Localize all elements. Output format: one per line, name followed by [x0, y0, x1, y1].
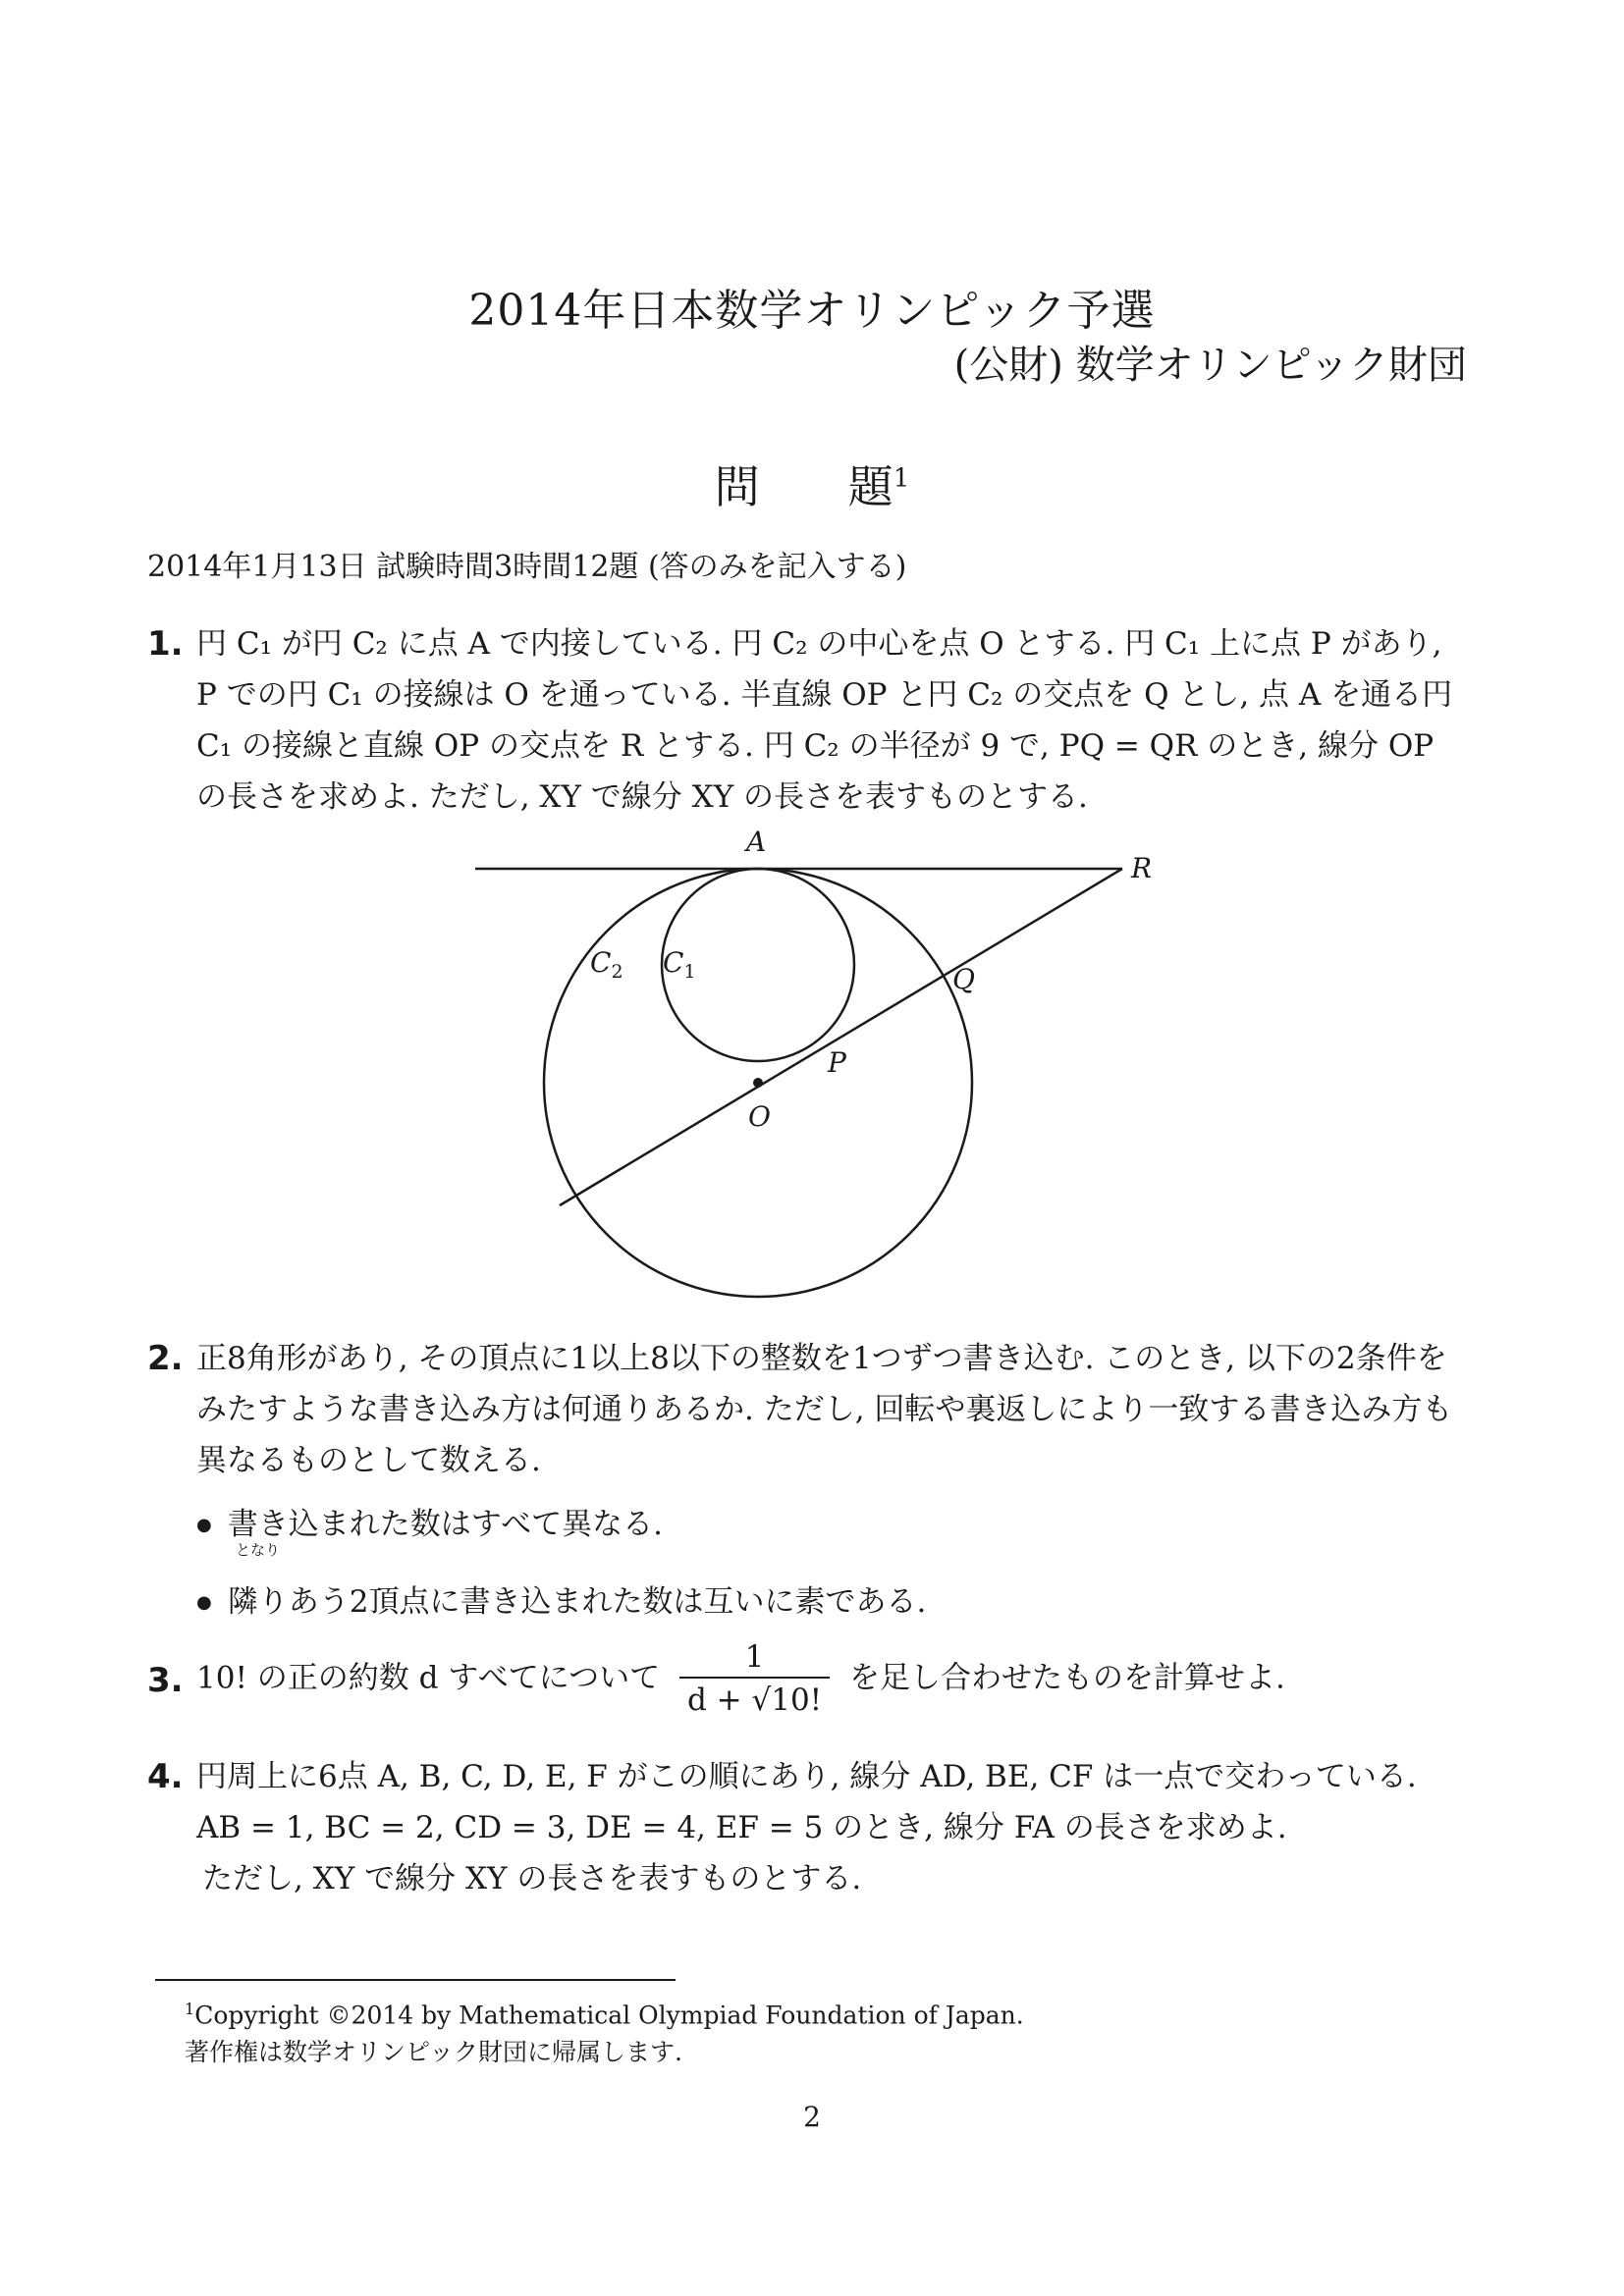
- section-title-b: 題: [847, 460, 893, 513]
- label-Q: Q: [952, 963, 975, 995]
- label-A: A: [746, 826, 767, 858]
- problem-4: [147, 1751, 1453, 1904]
- fraction: [679, 1637, 830, 1722]
- ruby-annotation: となり: [236, 1541, 281, 1559]
- page-number: 2: [803, 2101, 821, 2133]
- problem-text: [196, 1637, 1453, 1722]
- footnote-line-1: [185, 1991, 1024, 2034]
- problem-line-1: 円周上に6点 A, B, C, D, E, F がこの順にあり, 線分 AD, BE, CF は一点で交わっている.: [196, 1759, 1417, 1794]
- label-C2: $C_2$: [590, 946, 623, 983]
- organization-name: (公財) 数学オリンピック財団: [953, 343, 1467, 388]
- condition-item: ● 隣りあう2頂点に書き込まれた数は互いに素である.: [196, 1566, 926, 1643]
- problem-2: [147, 1333, 1453, 1486]
- problem-3: [147, 1637, 1453, 1722]
- section-title-a: 問: [714, 460, 760, 513]
- footnote-divider: [155, 1979, 676, 1981]
- problem-line-3: ただし, XY で線分 XY の長さを表すものとする.: [202, 1861, 862, 1896]
- problem-text: 正8角形があり, その頂点に1以上8以下の整数を1つずつ書き込む. このとき, 以下の2条件をみたすような書き込み方は何通りあるか. ただし, 回転や裏返しにより一致する書き込み方も異なるものとして数える.: [196, 1341, 1453, 1478]
- problem-number: 3.: [147, 1661, 184, 1700]
- center-O-dot: [753, 1078, 763, 1088]
- text-after: を足し合わせたものを計算せよ.: [848, 1660, 1285, 1696]
- problem-line-2: AB = 1, BC = 2, CD = 3, DE = 4, EF = 5 のとき, 線分 FA の長さを求めよ.: [196, 1810, 1287, 1845]
- footnote-line-2: 著作権は数学オリンピック財団に帰属します.: [185, 2038, 682, 2067]
- label-C1: $C_1$: [663, 946, 696, 983]
- copyright-text: Copyright ©2014 by Mathematical Olympiad Foundation of Japan.: [194, 2001, 1024, 2030]
- footnote: [185, 1991, 1024, 2071]
- fraction-numerator: 1: [679, 1637, 830, 1679]
- problem-number: 2.: [147, 1339, 184, 1378]
- problem-number: 1.: [147, 624, 184, 664]
- problem-text: 円 C₁ が円 C₂ に点 A で内接している. 円 C₂ の中心を点 O とする. 円 C₁ 上に点 P があり, P での円 C₁ の接線は O を通っている. 半直線 OP と円 C₂ の交点を Q とし, 点 A を通る円 C₁ の接線と直線 OP の交点を R とする. 円 C₂ の半径が 9 で, PQ = QR のとき, 線分 OP の長さを求めよ. ただし, XY で線分 XY の長さを表すものとする.: [196, 626, 1453, 815]
- label-P: P: [828, 1046, 846, 1079]
- problem-number: 4.: [147, 1757, 184, 1796]
- problem-2-conditions: [196, 1488, 926, 1643]
- line-OR: [560, 869, 1122, 1205]
- exam-info: 2014年1月13日 試験時間3時間12題 (答のみを記入する): [147, 550, 907, 584]
- footnote-mark: 1: [185, 2000, 195, 2018]
- label-R: R: [1131, 852, 1153, 884]
- fraction-denominator: d + √10!: [686, 1682, 823, 1718]
- text-before: 10! の正の約数 d すべてについて: [196, 1660, 661, 1696]
- footnote-mark: 1: [893, 463, 910, 494]
- condition-item: ● 書き込まれた数はすべて異なる.: [196, 1488, 926, 1566]
- document-title: 2014年日本数学オリンピック予選: [468, 286, 1156, 336]
- label-O: O: [748, 1100, 771, 1133]
